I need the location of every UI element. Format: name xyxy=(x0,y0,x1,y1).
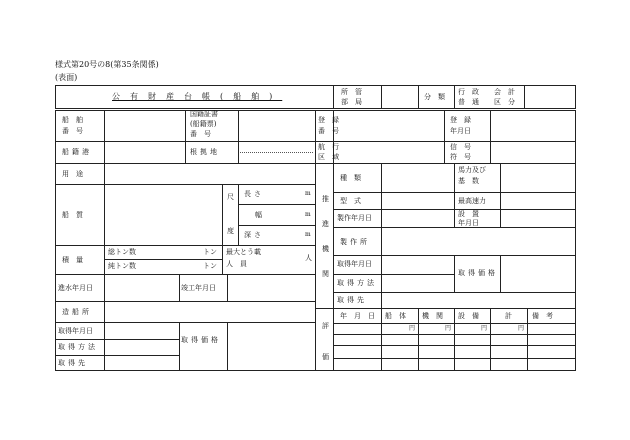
ledger-title: 公有財産台帳(船舶) xyxy=(112,92,283,101)
face-label: (表面) xyxy=(55,73,78,82)
form-number: 様式第20号の8(第35条関係) xyxy=(55,60,159,69)
ledger-page: 様式第20号の8(第35条関係) (表面) 公有財産台帳(船舶) 所管 部局 分類 行政 普通 会計 区分 船舶 番号 国籍証書 (船籍票) 番号 船籍港 根拠地 用途 船質 尺 度 長さ 幅 深さ m m m 積量 総トン数 純トン数 トン トン 最大とう載 人員 人 進水年月日 竣工年月日 造船所 取得年月日 取得方法 取得先 取得価格 登録 番号 登録 年月日 航行 区域 信号 符号 推 進 機 関 種類 馬力及び 基数 型式 最高速力 製作年月日 設置 年月日 製作所 取得年月日 取得価格 取得方法 取得先 評 価 年月日 船体 機関 設備 計 備考 円 円 円 円 xyxy=(0,0,630,440)
center-divider xyxy=(315,110,316,371)
